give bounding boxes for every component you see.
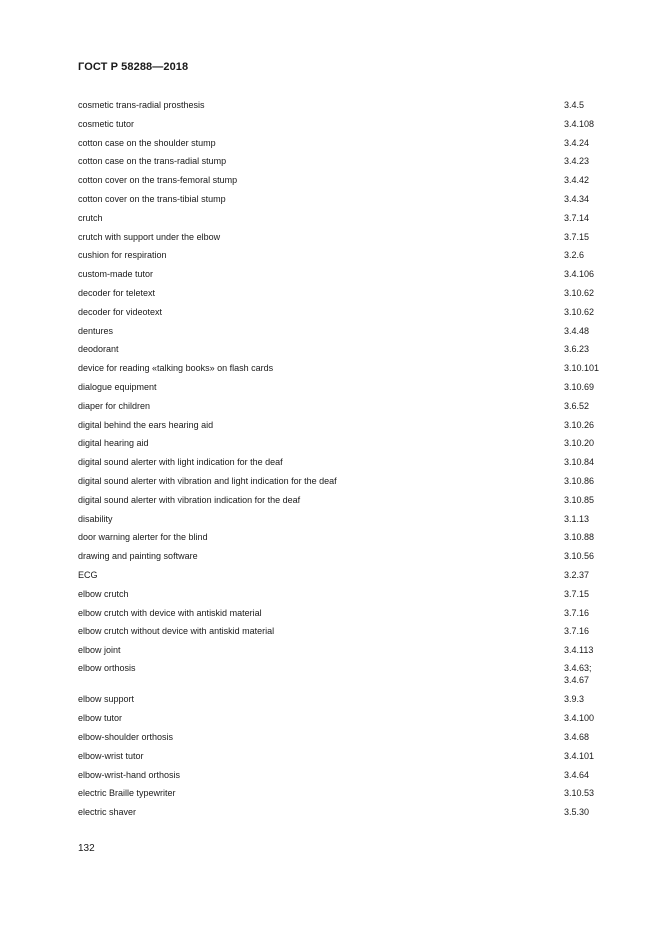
index-entry	[78, 228, 618, 247]
index-reference: 3.7.14	[564, 212, 590, 223]
index-reference: 3.7.15	[564, 588, 590, 599]
index-reference: 3.4.108	[564, 118, 595, 129]
index-entry	[78, 766, 618, 785]
index-reference: 3.4.5	[564, 100, 585, 110]
index-reference: 3.7.16	[564, 607, 590, 618]
term-index	[78, 96, 618, 822]
index-entry	[78, 528, 618, 547]
index-term: cushion for respiration	[78, 250, 167, 261]
index-term: deodorant	[78, 344, 119, 355]
index-reference: 3.5.30	[564, 807, 590, 818]
index-entry	[78, 434, 618, 453]
index-term: elbow-wrist tutor	[78, 750, 144, 761]
index-term: custom-made tutor	[78, 269, 154, 280]
index-term: digital sound alerter with light indication for the deaf	[78, 457, 283, 468]
index-reference: 3.10.20	[564, 438, 595, 449]
index-entry	[78, 747, 618, 766]
index-entry	[78, 566, 618, 585]
index-reference: 3.10.69	[564, 381, 595, 392]
index-reference: 3.2.6	[564, 250, 585, 261]
index-term: ECG	[78, 569, 98, 580]
index-entry	[78, 96, 618, 115]
index-term: crutch with support under the elbow	[78, 231, 221, 242]
index-term: cotton case on the trans-radial stump	[78, 156, 227, 167]
index-entry	[78, 397, 618, 416]
index-term: diaper for children	[78, 400, 151, 411]
index-term: cotton case on the shoulder stump	[78, 137, 216, 148]
index-entry	[78, 491, 618, 510]
index-term: digital behind the ears hearing aid	[78, 419, 214, 430]
index-term: decoder for videotext	[78, 306, 163, 317]
index-term: disability	[78, 513, 113, 524]
index-term: electric Braille typewriter	[78, 788, 176, 799]
index-term: elbow-shoulder orthosis	[78, 732, 174, 742]
index-entry	[78, 115, 618, 134]
index-reference: 3.4.42	[564, 175, 590, 186]
index-reference: 3.4.68	[564, 732, 590, 742]
index-reference: 3.4.101	[564, 750, 595, 761]
index-term: elbow orthosis	[78, 663, 136, 674]
index-term: crutch	[78, 212, 103, 223]
index-term: elbow crutch	[78, 588, 129, 599]
index-reference: 3.10.56	[564, 551, 595, 562]
document-header: ГОСТ Р 58288—2018	[78, 61, 189, 73]
index-term: digital sound alerter with vibration indication for the deaf	[78, 494, 301, 505]
index-entry	[78, 641, 618, 660]
index-term: elbow-wrist-hand orthosis	[78, 769, 181, 780]
index-reference: 3.2.37	[564, 569, 590, 580]
index-term: cosmetic trans-radial prosthesis	[78, 100, 205, 110]
index-reference: 3.6.52	[564, 400, 590, 411]
index-reference: 3.10.62	[564, 287, 595, 298]
index-entry	[78, 190, 618, 209]
index-entry	[78, 803, 618, 822]
index-term: door warning alerter for the blind	[78, 532, 208, 543]
index-entry	[78, 472, 618, 491]
index-entry	[78, 246, 618, 265]
index-term: device for reading «talking books» on flash cards	[78, 363, 274, 374]
index-reference: 3.4.100	[564, 713, 595, 724]
index-reference: 3.4.113	[564, 645, 594, 656]
index-entry	[78, 453, 618, 472]
index-entry	[78, 604, 618, 623]
index-term: decoder for teletext	[78, 287, 156, 298]
index-entry	[78, 547, 618, 566]
index-term: cosmetic tutor	[78, 118, 135, 129]
index-entry	[78, 209, 618, 228]
index-entry	[78, 340, 618, 359]
index-entry	[78, 134, 618, 153]
index-reference: 3.4.64	[564, 769, 590, 780]
index-entry	[78, 171, 618, 190]
index-entry	[78, 784, 618, 803]
index-term: elbow crutch without device with antiskid material	[78, 626, 275, 637]
index-entry	[78, 152, 618, 171]
index-reference: 3.7.16	[564, 626, 590, 637]
index-term: elbow crutch with device with antiskid material	[78, 607, 262, 618]
index-reference: 3.7.15	[564, 231, 590, 242]
index-entry	[78, 416, 618, 435]
index-reference: 3.10.53	[564, 788, 595, 799]
index-reference: 3.10.84	[564, 457, 595, 468]
index-reference: 3.10.101	[564, 363, 600, 374]
index-term: electric shaver	[78, 807, 137, 818]
index-term: cotton cover on the trans-femoral stump	[78, 175, 238, 186]
index-term: elbow joint	[78, 645, 121, 656]
index-term: elbow support	[78, 694, 135, 705]
index-term: dentures	[78, 325, 114, 336]
index-term: cotton cover on the trans-tibial stump	[78, 193, 226, 204]
index-entry	[78, 690, 618, 709]
page-number: 132	[78, 843, 95, 854]
index-entry	[78, 660, 618, 691]
index-reference: 3.4.106	[564, 269, 595, 280]
index-reference: 3.10.88	[564, 532, 595, 543]
index-reference: 3.10.26	[564, 419, 595, 430]
index-entry	[78, 265, 618, 284]
index-entry	[78, 359, 618, 378]
index-entry	[78, 709, 618, 728]
index-reference: 3.6.23	[564, 344, 590, 355]
index-entry	[78, 622, 618, 641]
index-reference: 3.4.23	[564, 156, 590, 167]
index-entry	[78, 728, 618, 747]
index-entry	[78, 585, 618, 604]
index-term: elbow tutor	[78, 713, 123, 724]
index-reference: 3.9.3	[564, 694, 585, 705]
index-entry	[78, 303, 618, 322]
index-entry	[78, 510, 618, 529]
index-reference: 3.10.85	[564, 494, 595, 505]
index-entry	[78, 322, 618, 341]
index-term: digital hearing aid	[78, 438, 149, 449]
index-reference: 3.10.62	[564, 306, 595, 317]
index-term: dialogue equipment	[78, 381, 157, 392]
index-reference: 3.4.63; 3.4.67	[564, 663, 592, 685]
index-reference: 3.4.24	[564, 137, 590, 148]
index-term: drawing and painting software	[78, 551, 198, 562]
index-reference: 3.4.34	[564, 193, 590, 204]
index-reference: 3.1.13	[564, 513, 590, 524]
index-reference: 3.10.86	[564, 475, 595, 486]
index-entry	[78, 284, 618, 303]
index-term: digital sound alerter with vibration and light indication for the deaf	[78, 475, 337, 486]
index-reference: 3.4.48	[564, 325, 590, 336]
index-entry	[78, 378, 618, 397]
